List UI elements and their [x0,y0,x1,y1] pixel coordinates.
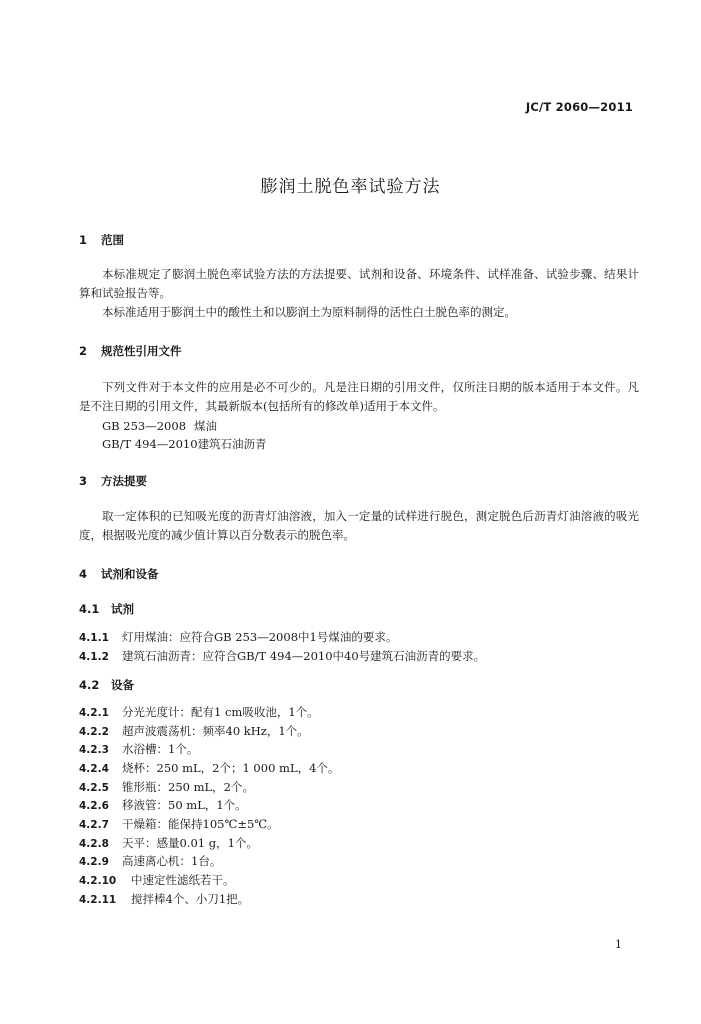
subsection-heading-reagents [79,601,134,617]
item-text: 搅拌棒4个、小刀1把。 [131,892,250,906]
reference-code: GB/T 494—2010 [102,437,198,451]
subsection-number: 4.1 [79,602,100,616]
item-number: 4.2.10 [79,875,117,887]
reference-item [102,418,217,434]
equipment-item [79,872,235,888]
item-text: 中速定性滤纸若干。 [131,873,235,887]
item-text: 超声波震荡机：频率40 kHz，1个。 [122,724,309,738]
reference-name: 煤油 [194,419,217,433]
subsection-title: 试剂 [111,602,134,616]
section-number: 2 [79,344,88,358]
method-summary: 取一定体积的已知吸光度的沥青灯油溶液，加入一定量的试样进行脱色，测定脱色后沥青灯油溶液的吸光度，根据吸光度的减少值计算以百分数表示的脱色率。 [79,509,639,542]
item-number: 4.2.7 [79,819,109,831]
document-title: 膨润土脱色率试验方法 [260,177,441,197]
subsection-heading-equipment [79,677,134,693]
equipment-item [79,779,254,795]
subsection-number: 4.2 [79,678,100,692]
standard-code: JC/T 2060—2011 [525,100,633,114]
equipment-item [79,704,319,720]
item-number: 4.2.11 [79,894,117,906]
item-number: 4.2.5 [79,782,109,794]
item-text: 灯用煤油：应符合GB 253—2008中1号煤油的要求。 [122,630,398,644]
item-number: 4.2.9 [79,856,109,868]
item-text: 天平：感量0.01 g，1个。 [122,836,258,850]
equipment-item [79,760,339,776]
section-title: 试剂和设备 [101,567,159,581]
item-text: 干燥箱：能保持105℃±5℃。 [122,817,279,831]
item-number: 4.1.1 [79,632,109,644]
scope-paragraph: 本标准规定了膨润土脱色率试验方法的方法提要、试剂和设备、环境条件、试样准备、试验步骤、结果计算和试验报告等。 [79,267,639,300]
reference-name: 建筑石油沥青 [197,437,267,451]
equipment-item [79,816,279,832]
item-text: 烧杯：250 mL，2个；1 000 mL，4个。 [122,761,340,775]
item-number: 4.2.1 [79,707,109,719]
section-heading-method [79,473,147,489]
section-title: 范围 [101,233,124,247]
section-number: 4 [79,567,88,581]
equipment-item [79,723,309,739]
references-intro: 下列文件对于本文件的应用是必不可少的。凡是注日期的引用文件，仅所注日期的版本适用于本文件。凡是不注日期的引用文件，其最新版本(包括所有的修改单)适用于本文件。 [79,380,639,413]
reference-item [102,436,267,452]
item-text: 高速离心机：1台。 [122,854,222,868]
scope-paragraph: 本标准适用于膨润土中的酸性土和以膨润土为原料制得的活性白土脱色率的测定。 [102,305,516,319]
reagent-item [79,629,397,645]
item-text: 建筑石油沥青：应符合GB/T 494—2010中40号建筑石油沥青的要求。 [122,649,486,663]
reference-code: GB 253—2008 [102,419,187,433]
item-number: 4.2.4 [79,763,109,775]
reagent-item [79,648,485,664]
section-number: 1 [79,233,88,247]
equipment-item [79,741,198,757]
item-text: 分光光度计：配有1 cm吸收池，1个。 [122,705,319,719]
item-text: 锥形瓶：250 mL，2个。 [122,780,254,794]
section-number: 3 [79,474,88,488]
equipment-item [79,835,258,851]
section-title: 方法提要 [101,474,147,488]
subsection-title: 设备 [111,678,134,692]
section-heading-reagents-equipment [79,566,159,582]
equipment-item [79,853,221,869]
page-number: 1 [615,938,622,951]
section-heading-scope [79,232,124,248]
item-text: 水浴槽：1个。 [122,742,199,756]
item-number: 4.1.2 [79,651,109,663]
equipment-item [79,891,249,907]
item-number: 4.2.8 [79,838,109,850]
item-number: 4.2.2 [79,726,109,738]
item-number: 4.2.6 [79,800,109,812]
equipment-item [79,797,247,813]
item-text: 移液管：50 mL，1个。 [122,798,247,812]
section-title: 规范性引用文件 [101,344,182,358]
item-number: 4.2.3 [79,744,109,756]
section-heading-references [79,343,182,359]
